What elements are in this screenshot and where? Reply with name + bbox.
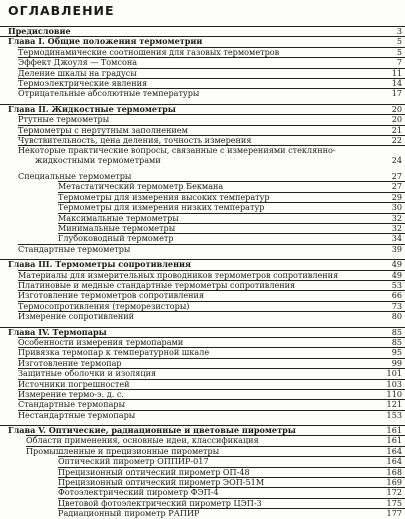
toc-entry-text: Защитные оболочки и изоляция [18, 369, 157, 379]
toc-page-number: 168 [386, 466, 402, 477]
table-of-contents [0, 26, 405, 519]
toc-entry-text: Термометры для измерения высоких температур [58, 192, 270, 202]
toc-subentry[interactable] [0, 182, 405, 191]
chapter-title: Глава V. Оптические, радиационные и цветовые пирометры [8, 426, 296, 436]
toc-entry-text: Эффект Джоуля — Томсона [18, 58, 138, 68]
toc-chapter-heading[interactable] [0, 105, 405, 114]
toc-page-number: 20 [391, 114, 402, 125]
toc-entry[interactable] [0, 271, 405, 280]
toc-page-number: 175 [386, 497, 402, 508]
toc-entry-text: Чувствительность, цена деления, точность измерения [18, 135, 252, 145]
chapter-title: Глава I. Общие положения термометрии [8, 37, 203, 47]
toc-entry-text: Термодинамические соотношения для газовых термометров [18, 47, 280, 57]
chapter-title: Глава IV. Термопары [8, 327, 107, 337]
toc-page-number: 3 [396, 26, 402, 36]
toc-page-number: 80 [391, 311, 402, 322]
toc-page-number: 73 [391, 300, 402, 311]
toc-entry[interactable] [0, 58, 405, 67]
toc-entry[interactable] [0, 281, 405, 290]
toc-page-number: 172 [386, 487, 402, 498]
toc-subentry[interactable] [0, 193, 405, 202]
toc-page-number: 30 [391, 202, 402, 213]
toc-entry-text: Радиационный пирометр РАПИР [58, 509, 200, 519]
toc-entry[interactable] [0, 136, 405, 145]
toc-entry[interactable] [0, 79, 405, 88]
toc-entry-text: Материалы для измерительных проводников термометров сопротивления [18, 270, 339, 280]
chapter-title: Глава III. Термометры сопротивления [8, 260, 191, 270]
toc-entry-text: Изготовление термопар [18, 358, 122, 368]
toc-entry-text: Прецизионный оптический пирометр ЭОП-51М [58, 478, 265, 488]
toc-entry[interactable] [0, 380, 405, 389]
toc-page-number: 22 [391, 134, 402, 145]
toc-chapter-heading[interactable] [0, 426, 405, 435]
toc-entry[interactable] [0, 115, 405, 124]
toc-chapter-heading[interactable] [0, 328, 405, 337]
toc-page-number: 32 [391, 212, 402, 223]
toc-entry-text: Деление шкалы на градусы [18, 68, 137, 78]
toc-page-number: 121 [386, 399, 402, 410]
toc-subentry[interactable] [0, 488, 405, 497]
toc-subentry[interactable] [0, 509, 405, 518]
toc-entry-text: Фотоэлектрический пирометр ФЭП-4 [58, 488, 219, 498]
toc-entry-text: Особенности измерения термопарами [18, 337, 184, 347]
toc-entry-text: Прецизионный оптический пирометр ОП-48 [58, 467, 250, 477]
toc-subentry[interactable] [0, 478, 405, 487]
toc-entry[interactable] [0, 400, 405, 409]
toc-page-number: 164 [386, 445, 402, 456]
toc-entry-text: Измерение сопротивлений [18, 312, 135, 322]
toc-page-number: 27 [391, 181, 402, 192]
toc-entry[interactable] [0, 48, 405, 57]
toc-page-number: 177 [386, 508, 402, 519]
toc-entry-continuation[interactable] [0, 156, 405, 165]
toc-entry[interactable] [0, 69, 405, 78]
toc-page-number: 39 [391, 243, 402, 254]
toc-page-number: 32 [391, 223, 402, 234]
toc-entry-text: Глубоководный термометр [58, 234, 174, 244]
toc-entry[interactable] [0, 369, 405, 378]
toc-page-number: 169 [386, 477, 402, 488]
toc-subentry[interactable] [0, 224, 405, 233]
toc-entry[interactable] [0, 146, 405, 155]
toc-entry-text: Метастатический термометр Бекмана [58, 182, 224, 192]
toc-entry-text: Ртутные термометры [18, 115, 110, 125]
toc-page-number: 85 [391, 326, 402, 337]
toc-entry-text: Специальные термометры [18, 172, 132, 182]
toc-entry-text: Области применения, основные идеи, классификация [26, 436, 259, 446]
toc-entry-text: Измерение термо-э. д. с. [18, 389, 124, 399]
toc-page-number: 164 [386, 456, 402, 467]
toc-page-number: 66 [391, 290, 402, 301]
toc-page-number: 53 [391, 279, 402, 290]
toc-entry[interactable] [0, 359, 405, 368]
toc-entry-text: Оптический пирометр ОППИР-017 [58, 457, 209, 467]
page-title: ОГЛАВЛЕНИЕ [8, 3, 115, 18]
toc-entry[interactable] [0, 348, 405, 357]
toc-page-number: 29 [391, 191, 402, 202]
toc-entry-text: Термометры с нертутным заполнением [18, 125, 188, 135]
toc-page-number: 5 [396, 46, 402, 57]
toc-page-number: 27 [391, 171, 402, 182]
toc-page-number: 17 [391, 88, 402, 99]
toc-entry-text: Привязка термопар к температурной шкале [18, 348, 210, 358]
toc-entry[interactable] [0, 302, 405, 311]
toc-page-number: 14 [391, 77, 402, 88]
toc-entry-text: Нестандартные термопары [18, 410, 136, 420]
toc-entry-text: Предисловие [8, 27, 71, 36]
toc-entry-text: Изготовление термометров сопротивления [18, 291, 205, 301]
toc-page-number: 5 [396, 36, 402, 47]
toc-entry-text: Термосопротивления (терморезисторы) [18, 301, 190, 311]
toc-entry-text: Максимальные термометры [58, 213, 179, 223]
toc-entry-text: Платиновые и медные стандартные термометры сопротивления [18, 280, 296, 290]
toc-page-number: 153 [386, 409, 402, 420]
toc-page-number: 99 [391, 357, 402, 368]
toc-entry-text: жидкостными термометрами [35, 155, 161, 165]
toc-entry-text: Промышленные и прецизионные пирометры [26, 446, 220, 456]
toc-page-number: 24 [391, 154, 402, 165]
toc-entry-text: Стандартные термопары [18, 400, 126, 410]
toc-page-number: 85 [391, 336, 402, 347]
toc-entry[interactable] [0, 447, 405, 456]
toc-page-number: 34 [391, 233, 402, 244]
toc-page-number: 101 [386, 368, 402, 379]
toc-entry[interactable] [0, 89, 405, 98]
toc-page-number: 161 [386, 425, 402, 436]
toc-entry[interactable] [0, 312, 405, 321]
toc-subentry[interactable] [0, 457, 405, 466]
toc-entry[interactable] [0, 291, 405, 300]
toc-page-number: 95 [391, 347, 402, 358]
toc-entry[interactable] [0, 411, 405, 420]
toc-page-number: 11 [391, 67, 402, 78]
toc-page-number: 20 [391, 103, 402, 114]
toc-entry-text: Термометры для измерения низких температур [58, 203, 265, 213]
toc-subentry[interactable] [0, 234, 405, 243]
toc-entry[interactable] [0, 126, 405, 135]
spacer [0, 165, 405, 172]
toc-subentry[interactable] [0, 468, 405, 477]
toc-page-number: 21 [391, 124, 402, 135]
toc-entry-text: Термоэлектрические явления [18, 78, 148, 88]
toc-entry[interactable] [0, 245, 405, 254]
toc-entry[interactable] [0, 390, 405, 399]
toc-page-number: 103 [386, 378, 402, 389]
toc-entry-text: Стандартные термометры [18, 244, 131, 254]
toc-entry-text: Источники погрешностей [18, 379, 130, 389]
toc-entry-text: Минимальные термометры [58, 224, 176, 234]
toc-page-number: 49 [391, 259, 402, 270]
toc-page-number: 7 [396, 57, 402, 68]
toc-page-number: 49 [391, 269, 402, 280]
toc-subentry[interactable] [0, 214, 405, 223]
toc-chapter-heading[interactable] [0, 37, 405, 46]
toc-entry-text: Некоторые практические вопросы, связанные с измерениями стеклянно- [18, 146, 336, 156]
toc-entry[interactable] [0, 172, 405, 181]
toc-page-number: 161 [386, 435, 402, 446]
toc-entry-text: Отрицательные абсолютные температуры [18, 89, 200, 99]
toc-entry-text: Цветовой фотоэлектрический пирометр ЦЭП-3 [58, 498, 262, 508]
toc-preface[interactable] [0, 27, 405, 36]
toc-chapter-heading[interactable] [0, 260, 405, 269]
toc-subentry[interactable] [0, 499, 405, 508]
chapter-title: Глава II. Жидкостные термометры [8, 104, 176, 114]
toc-entry[interactable] [0, 338, 405, 347]
toc-subentry[interactable] [0, 203, 405, 212]
toc-entry[interactable] [0, 436, 405, 445]
toc-page-number: 110 [386, 388, 402, 399]
